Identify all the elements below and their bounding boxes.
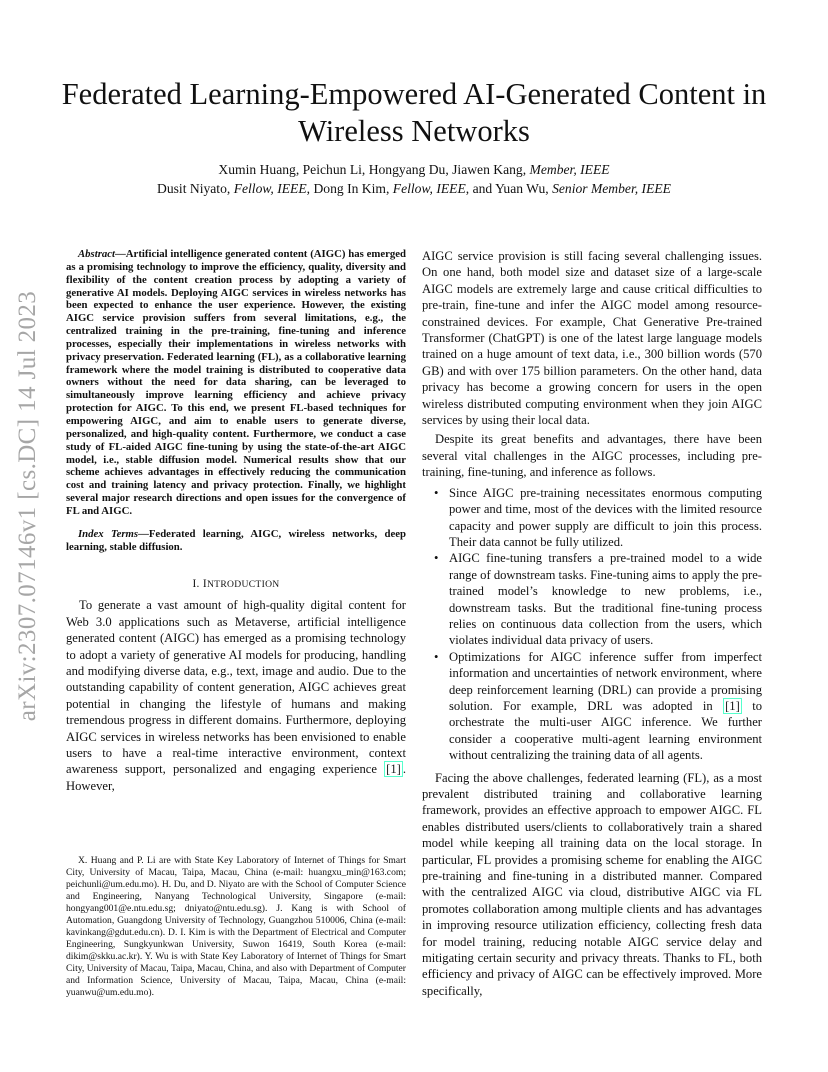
- challenge-list: [422, 485, 762, 764]
- author-names-2c: , and Yuan Wu,: [465, 181, 549, 196]
- section-numeral: I.: [192, 578, 203, 591]
- intro-paragraph-1: [66, 597, 406, 794]
- paper-title: Federated Learning-Empowered AI-Generated Content in Wireless Networks: [61, 77, 767, 148]
- author-role-1: Member, IEEE: [529, 162, 610, 177]
- list-item-text-a: Optimizations for AIGC inference suffer from imperfect information and uncertainties of network environment, where deep reinforcement learning (DRL) can provide a promising solution. For example, DRL was adopted in: [449, 649, 762, 713]
- list-item: [434, 485, 762, 551]
- list-item-text: Since AIGC pre-training necessitates enormous computing power and time, most of the devices with the limited resource capacity and power supply are difficult to join this process. Their data cannot be fully utilized.: [449, 485, 762, 549]
- author-role-2a: Fellow, IEEE: [233, 181, 307, 196]
- bullet-icon: •: [434, 551, 439, 566]
- index-terms-text: —Federated learning, AIGC, wireless networks, deep learning, stable diffusion.: [66, 527, 406, 553]
- right-column: [422, 248, 762, 999]
- arxiv-identifier: arXiv:2307.07146v1 [cs.DC] 14 Jul 2023: [14, 290, 41, 722]
- bullet-icon: •: [434, 649, 439, 664]
- section-title-rest: NTRODUCTION: [206, 579, 280, 591]
- citation-link[interactable]: [1]: [725, 698, 740, 713]
- abstract-text: —Artificial intelligence generated content (AIGC) has emerged as a promising technology to improve the efficiency, quality, diversity and flexibility of the content creation process by adopting a variety of generative AI models. Deploying AIGC services in wireless networks has been expected to enhance the user experience. However, the existing AIGC service provision suffers from several limitations, e.g., the centralized training in the pre-training, fine-tuning and inference processes, especially their implementations in wireless networks with privacy preservation. Federated learning (FL), as a collaborative learning framework where the model training is distributed to cooperative data owners without the need for data sharing, can be leveraged to simultaneously improve learning efficiency and achieve privacy protection for AIGC. To this end, we present FL-based techniques for empowering AIGC, and aim to enable users to generate diverse, personalized, and high-quality content. Furthermore, we conduct a case study of FL-aided AIGC fine-tuning by using the state-of-the-art AIGC model, i.e., stable diffusion model. Numerical results show that our scheme achieves advantages in effectively reducing the communication cost and training latency and privacy protection. Finally, we highlight several major research directions and open issues for the convergence of FL and AIGC.: [66, 248, 406, 517]
- section-heading-introduction: [66, 578, 406, 590]
- author-names-2b: , Dong In Kim,: [306, 181, 390, 196]
- author-block: [60, 160, 768, 198]
- author-role-2c: Senior Member, IEEE: [552, 181, 671, 196]
- author-names-2a: Dusit Niyato,: [157, 181, 231, 196]
- author-names-1: Xumin Huang, Peichun Li, Hongyang Du, Jiawen Kang,: [218, 162, 527, 177]
- intro-text-b: . However,: [66, 762, 406, 793]
- index-terms-label: Index Terms: [78, 527, 139, 540]
- intro-text-a: To generate a vast amount of high-quality digital content for Web 3.0 applications such as Metaverse, artificial intelligence generated content (AIGC) has emerged as a promising technology to adopt a variety of generative AI models for producing, handling and modifying diverse data, e.g., text, image and audio. Due to the outstanding capability of content generation, AIGC achieves great potential in changing the lifestyle of humans and making tremendous progress in different domains. Furthermore, deploying AIGC services in wireless networks has been envisioned to enable users to have a real-time interactive environment, context awareness support, personalized and engaging experience: [66, 598, 406, 777]
- list-item: [434, 550, 762, 648]
- section-first-letter: I: [202, 578, 207, 591]
- left-column: [66, 248, 406, 794]
- author-role-2b: Fellow, IEEE: [392, 181, 466, 196]
- citation-link[interactable]: [1]: [386, 762, 401, 777]
- author-line-1: [60, 160, 768, 179]
- abstract: [66, 248, 406, 518]
- right-paragraph-1: AIGC service provision is still facing several challenging issues. On one hand, both model size and dataset size of a large-scale AIGC models are extremely large and cause critical difficulties to pre-train, fine-tune and infer the AIGC model among resource-constrained devices. For example, Chat Generative Pre-trained Transformer (ChatGPT) is one of the latest large language models trained on a huge amount of text data, i.e., 300 billion words (570 GB) and with over 175 billion parameters. On the other hand, data privacy has become a growing concern for users in the open wireless distributed computing environment when they join AIGC services by using their local data.: [422, 249, 762, 428]
- bullet-icon: •: [434, 485, 439, 500]
- right-paragraph-3: Facing the above challenges, federated learning (FL), as a most prevalent distributed training and collaborative learning framework, provides an effective approach to empower AIGC. FL enables distributed users/clients to collaboratively train a shared model while keeping all training data on the local storage. In particular, FL provides a promising scheme for enabling the AIGC pre-training and fine-tuning in a distributed manner. Compared with the centralized AIGC via cloud, distributive AIGC via FL promotes collaboration among multiple clients and has advantages in improving resource utilization efficiency, collecting fresh data for model training, reducing notable AIGC service delay and mitigating certain security and privacy threats. Thanks to FL, both efficiency and privacy of AIGC can be effectively improved. More specifically,: [422, 770, 762, 998]
- list-item-text-b: to orchestrate the multi-user AIGC inference. We further consider a cooperative multi-agent learning environment without centralizing the training data of all agents.: [449, 698, 762, 763]
- right-paragraph-2: Despite its great benefits and advantages, there have been several vital challenges in the AIGC processes, including pre-training, fine-tuning, and inference as follows.: [422, 432, 762, 480]
- affiliation-footnote: X. Huang and P. Li are with State Key Laboratory of Internet of Things for Smart City, University of Macau, Taipa, Macau, China (e-mail: huangxu_min@163.com; peichunli@um.edu.mo). H. Du, and D. Niyato are with the School of Computer Science and Engineering, Nanyang Technological University, Singapore (e-mail: hongyang001@e.ntu.edu.sg; dniyato@ntu.edu.sg). J. Kang is with School of Automation, Guangdong University of Technology, Guangzhou 510006, China (e-mail: kavinkang@gdut.edu.cn). D. I. Kim is with the Department of Electrical and Computer Engineering, Sungkyunkwan University, Suwon 16419, South Korea (e-mail: dikim@skku.ac.kr). Y. Wu is with State Key Laboratory of Internet of Things for Smart City, University of Macau, Taipa, Macau, China, and also with Department of Computer and Information Science, University of Macau, Taipa, Macau, China (e-mail: yuanwu@um.edu.mo).: [66, 855, 406, 998]
- index-terms: [66, 528, 406, 554]
- list-item-text: AIGC fine-tuning transfers a pre-trained model to a wide range of downstream tasks. Fine-tuning aims to apply the pre-trained model’s knowledge to new problems, i.e., downstream tasks. But the traditional fine-tuning process relies on continuous data collection from the users, which violates individual data privacy of users.: [449, 551, 762, 648]
- abstract-label: Abstract: [78, 248, 116, 260]
- list-item: [434, 649, 762, 764]
- author-line-2: [60, 179, 768, 198]
- arxiv-sidebar-stamp: [8, 262, 48, 750]
